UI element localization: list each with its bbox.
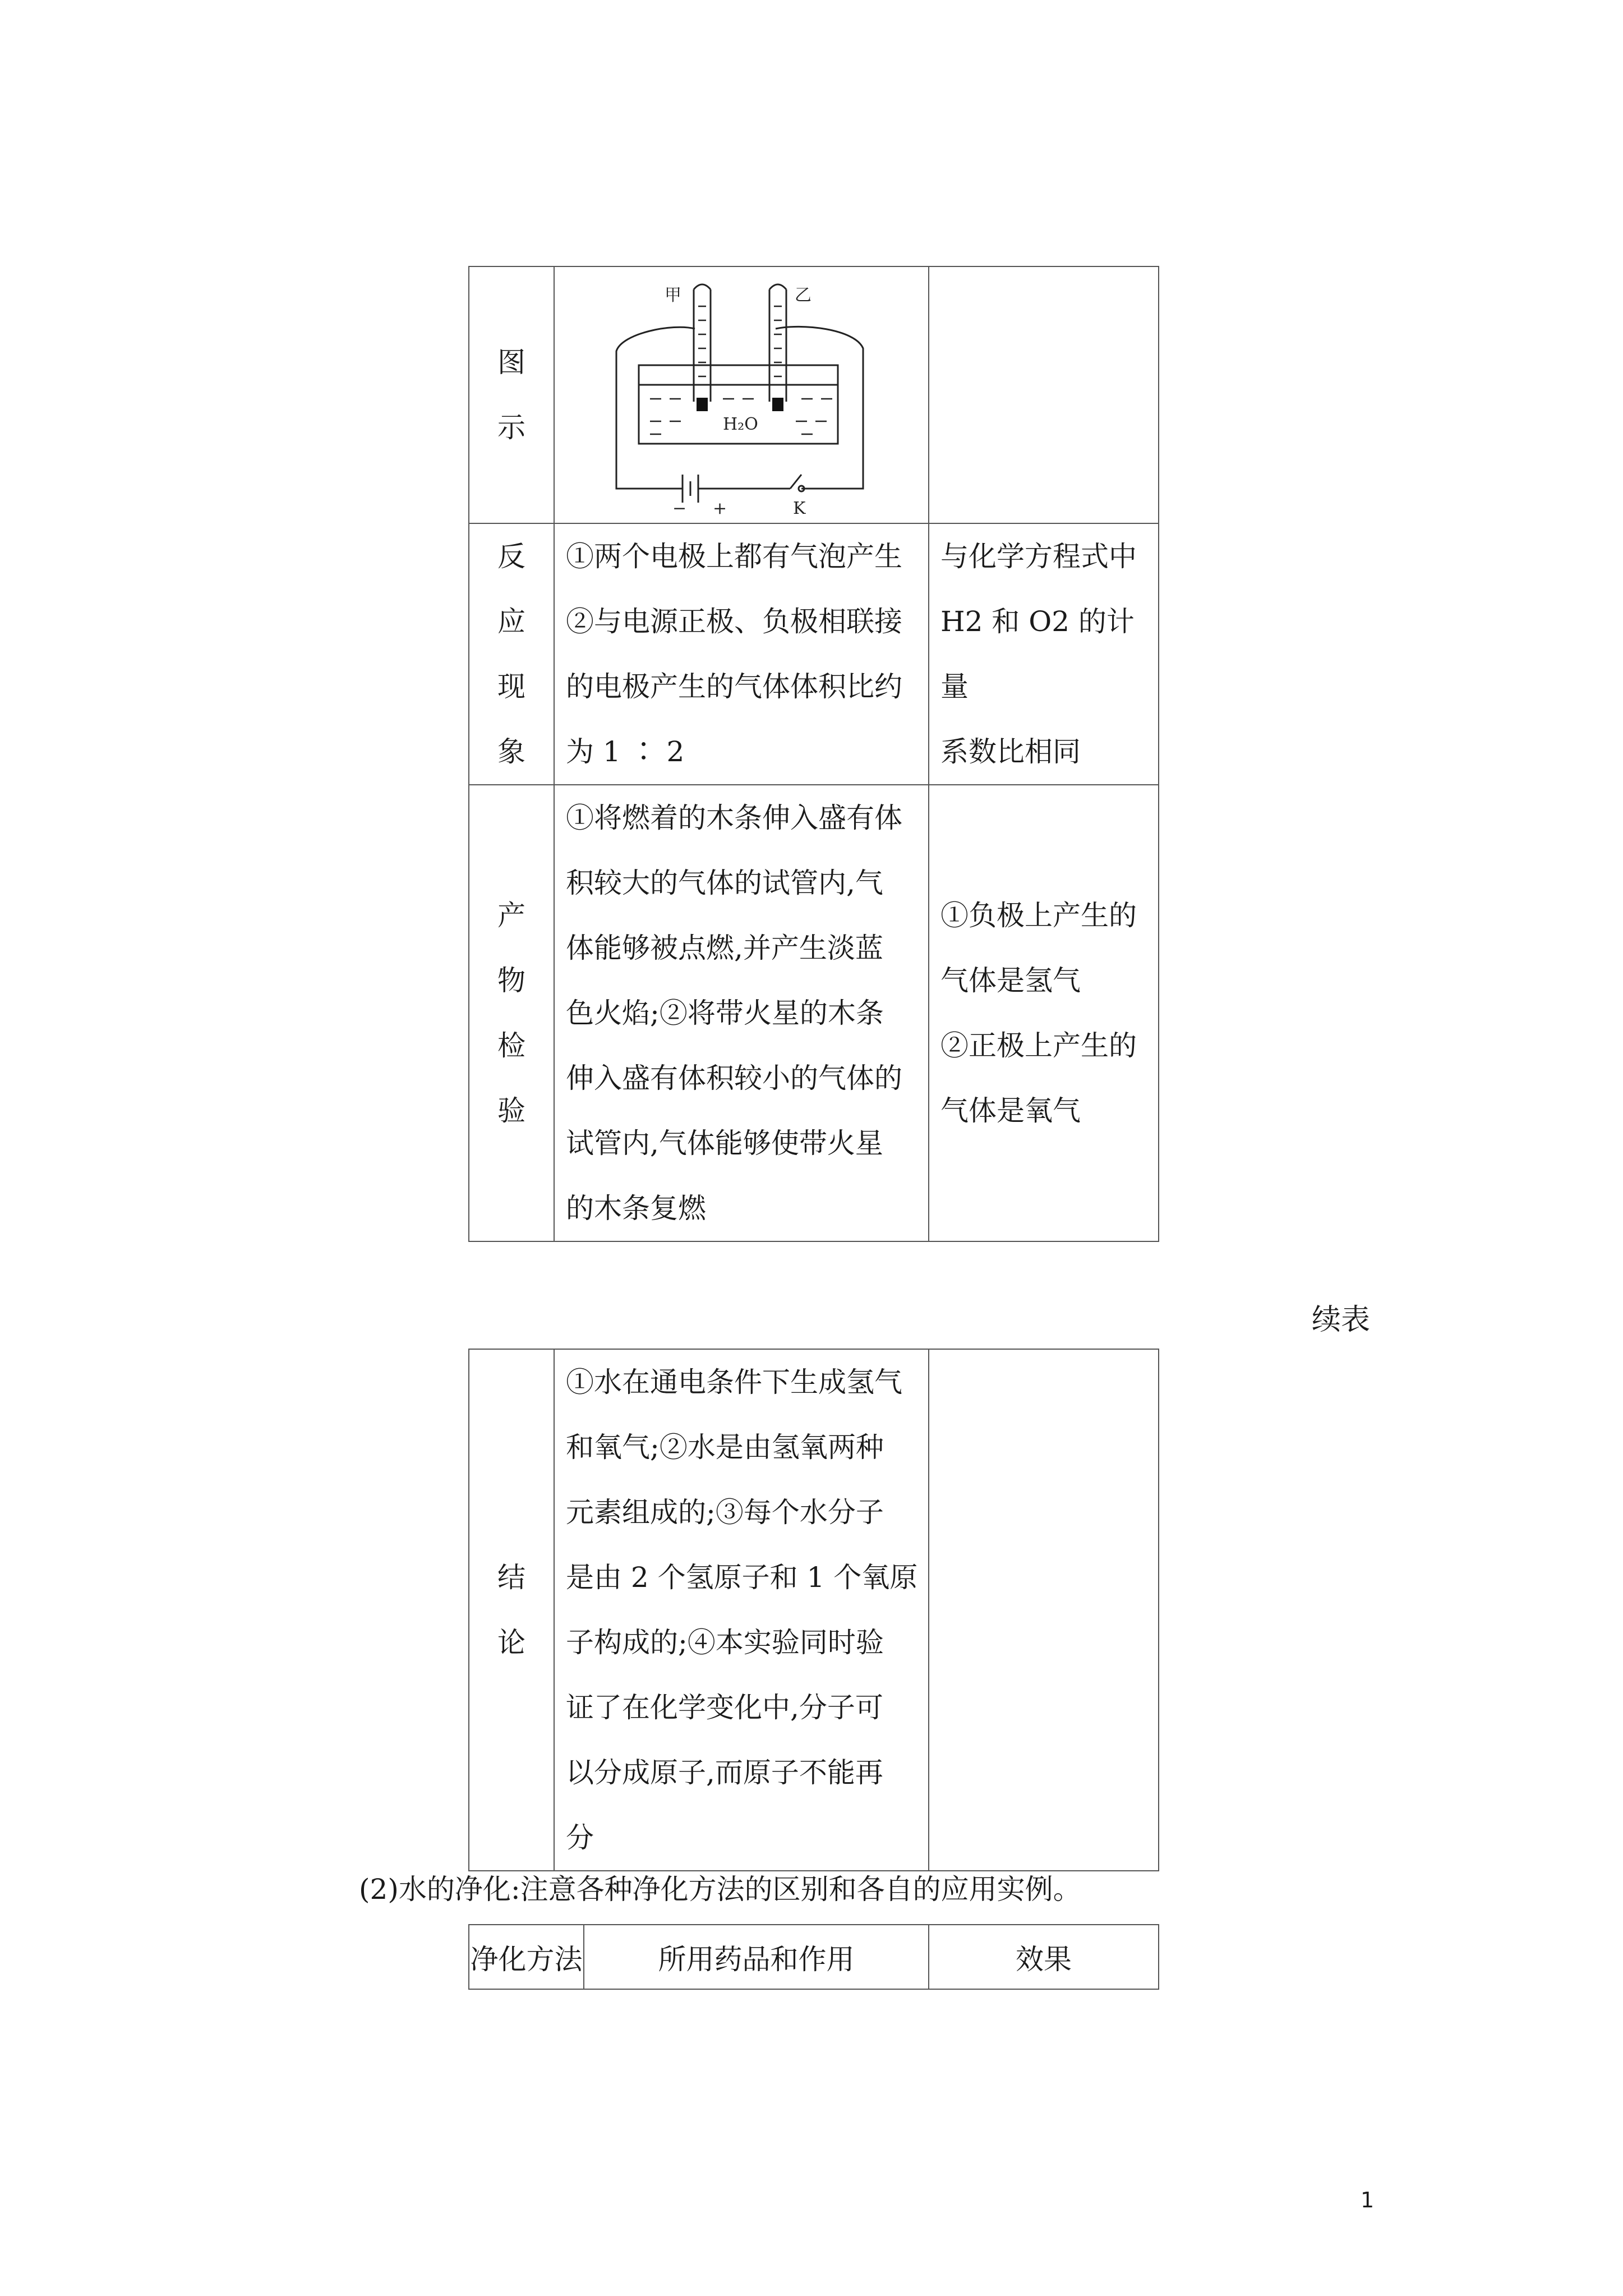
water-label: H₂O [723,415,758,434]
row-label-phenomenon: 反 应 现 象 [469,523,554,785]
continued-table-label: 续表 [1312,1303,1371,1337]
electrolysis-table [468,266,1159,1242]
header-effect: 效果 [929,1925,1159,1989]
section-heading: (2)水的净化:注意各种净化方法的区别和各自的应用实例。 [359,1873,1081,1906]
product-test-note: ①负极上产生的 气体是氢气 ②正极上产生的 气体是氧气 [929,785,1159,1241]
battery-plus-label: + [713,499,727,518]
table-header-row [469,1925,1159,1989]
conclusion-note-cell [929,1349,1159,1871]
electrolysis-apparatus-diagram [555,267,929,523]
table-row-conclusion [469,1349,1159,1871]
electrolysis-diagram-cell [554,266,929,523]
battery-minus-label: − [672,499,687,518]
table-row-diagram [469,266,1159,523]
phenomenon-content: ①两个电极上都有气泡产生 ②与电源正极、负极相联接 的电极产生的气体体积比约 为 1 ∶ 2 [554,523,929,785]
header-method: 净化方法 [469,1925,584,1989]
row-label-conclusion: 结 论 [469,1349,554,1871]
row-label-diagram: 图 示 [469,266,554,523]
purification-table [468,1924,1159,1990]
phenomenon-note: 与化学方程式中 H2 和 O2 的计量 系数比相同 [929,523,1159,785]
header-reagents: 所用药品和作用 [584,1925,929,1989]
row-label-product-test: 产 物 检 验 [469,785,554,1241]
conclusion-content: ①水在通电条件下生成氢气 和氧气;②水是由氢氧两种 元素组成的;③每个水分子 是由 2 个氢原子和 1 个氧原 子构成的;④本实验同时验 证了在化学变化中,分子可 以分成原子,而原子不能再 分 [554,1349,929,1871]
table-row-phenomenon [469,523,1159,785]
table-row-product-test [469,785,1159,1241]
product-test-content: ①将燃着的木条伸入盛有体 积较大的气体的试管内,气 体能够被点燃,并产生淡蓝 色火焰;②将带火星的木条 伸入盛有体积较小的气体的 试管内,气体能够使带火星 的木条复燃 [554,785,929,1241]
conclusion-table [468,1349,1159,1871]
switch-label: K [793,499,806,518]
diagram-note-cell [929,266,1159,523]
tube-label-left: 甲 [665,286,681,305]
tube-label-right: 乙 [795,286,811,305]
page-number: 1 [1361,2188,1375,2212]
